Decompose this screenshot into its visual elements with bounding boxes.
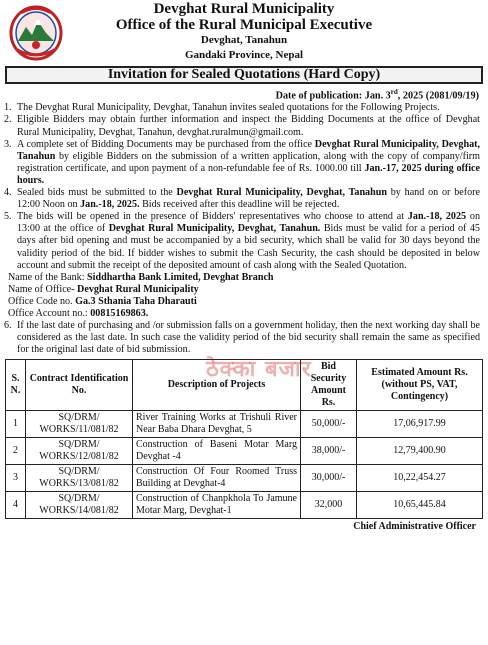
clause-4: 4. Sealed bids must be submitted to the Devghat Rural Municipality, Devghat, Tanahun by hand on or before 12:00 Noon on Jan.-18, 2025. Bids received after this deadline will be rejected. (4, 187, 480, 211)
header-estimated-amount: Estimated Amount Rs. (without PS, VAT, Contingency) (357, 360, 483, 411)
office-name-line: Name of Office- Devghat Rural Municipality (8, 283, 199, 295)
header-bid-security: Bid Security Amount Rs. (301, 360, 357, 411)
signature-line: Chief Administrative Officer (353, 521, 476, 533)
nepal-emblem-icon (8, 3, 64, 61)
publication-date: Date of publication: Jan. 3rd, 2025 (2081/09/19) (275, 88, 479, 102)
table-row (6, 492, 483, 519)
cell-sn: 3 (6, 465, 26, 492)
province-line: Gandaki Province, Nepal (184, 49, 304, 61)
clause-3: 3. A complete set of Bidding Documents may be purchased from the office Devghat Rural Municipality, Devghat, Tanahun by eligible Bidders on the submission of a written application, along with the copy of company/firm registration certificate, and upon payment of a non-refundable fee of Rs. 1000.00 till Jan.-17, 2025 during office hours. (4, 138, 480, 186)
cell-description: Construction of Baseni Motar Marg Devghat -4 (133, 438, 301, 465)
office-code-line: Office Code no. Ga.3 Sthania Taha Dharauti (8, 295, 197, 307)
cell-description: Construction of Chanpkhola To Jamune Motar Marg, Devghat-1 (133, 492, 301, 519)
cell-estimated-amount: 17,06,917.99 (357, 411, 483, 438)
cell-sn: 2 (6, 438, 26, 465)
table-row (6, 411, 483, 438)
clause-2: 2. Eligible Bidders may obtain further information and inspect the Bidding Documents at the office of Devghat Rural Municipality, Devghat, Tanahun, devghat.ruralmun@gmail.com. (4, 114, 480, 138)
cell-bid-security: 50,000/- (301, 411, 357, 438)
cell-bid-security: 32,000 (301, 492, 357, 519)
cell-contract-id: SQ/DRM/ WORKS/14/081/82 (26, 492, 133, 519)
notice-body (4, 102, 484, 356)
municipality-name: Devghat Rural Municipality (153, 1, 335, 17)
cell-description: Construction Of Four Roomed Truss Building at Devghat-4 (133, 465, 301, 492)
cell-sn: 1 (6, 411, 26, 438)
cell-estimated-amount: 10,65,445.84 (357, 492, 483, 519)
location-line: Devghat, Tanahun (200, 34, 288, 46)
watermark-logo: ठेक्का बजार (206, 357, 312, 382)
cell-bid-security: 38,000/- (301, 438, 357, 465)
table-row (6, 438, 483, 465)
cell-contract-id: SQ/DRM/ WORKS/11/081/82 (26, 411, 133, 438)
bank-name-line: Name of the Bank: Siddhartha Bank Limited, Devghat Branch (8, 271, 274, 283)
projects-table (5, 359, 483, 519)
office-name: Office of the Rural Municipal Executive (115, 17, 373, 33)
header-sn: S. N. (6, 360, 26, 411)
clause-5: 5. The bids will be opened in the presence of Bidders' representatives who choose to attend at Jan.-18, 2025 on 13:00 at the office of Devghat Rural Municipality, Devghat, Tanahun. Bids must be valid for a period of 45 days after bid opening and must be accompanied by a bid security, which shall be valid for 30 days beyond the validity period of the bid. If bidder wishes to submit the Cash Security, the cash should be deposited in below account and submit the receipt of the deposited amount of cash along with the Sealed Quotation. (4, 211, 480, 271)
cell-sn: 4 (6, 492, 26, 519)
table-row (6, 465, 483, 492)
cell-estimated-amount: 10,22,454.27 (357, 465, 483, 492)
clause-1: 1. The Devghat Rural Municipality, Devghat, Tanahun invites sealed quotations for the Following Projects. (4, 102, 440, 114)
cell-description: River Training Works at Trishuli River Near Baba Dhara Devghat, 5 (133, 411, 301, 438)
clause-6: 6. If the last date of purchasing and /or submission falls on a government holiday, then the next working day shall be considered as the last date. In such case the validity period of the bid security shall remain the same as specified for the original last date of bid submission. (4, 320, 480, 356)
cell-contract-id: SQ/DRM/ WORKS/12/081/82 (26, 438, 133, 465)
header-description: Description of Projects (133, 360, 301, 411)
notice-title-banner: Invitation for Sealed Quotations (Hard Copy) (5, 66, 483, 84)
cell-contract-id: SQ/DRM/ WORKS/13/081/82 (26, 465, 133, 492)
cell-estimated-amount: 12,79,400.90 (357, 438, 483, 465)
cell-bid-security: 30,000/- (301, 465, 357, 492)
header-contract-id: Contract Identification No. (26, 360, 133, 411)
office-account-line: Office Account no.: 00815169863. (8, 307, 149, 319)
header (4, 0, 484, 66)
